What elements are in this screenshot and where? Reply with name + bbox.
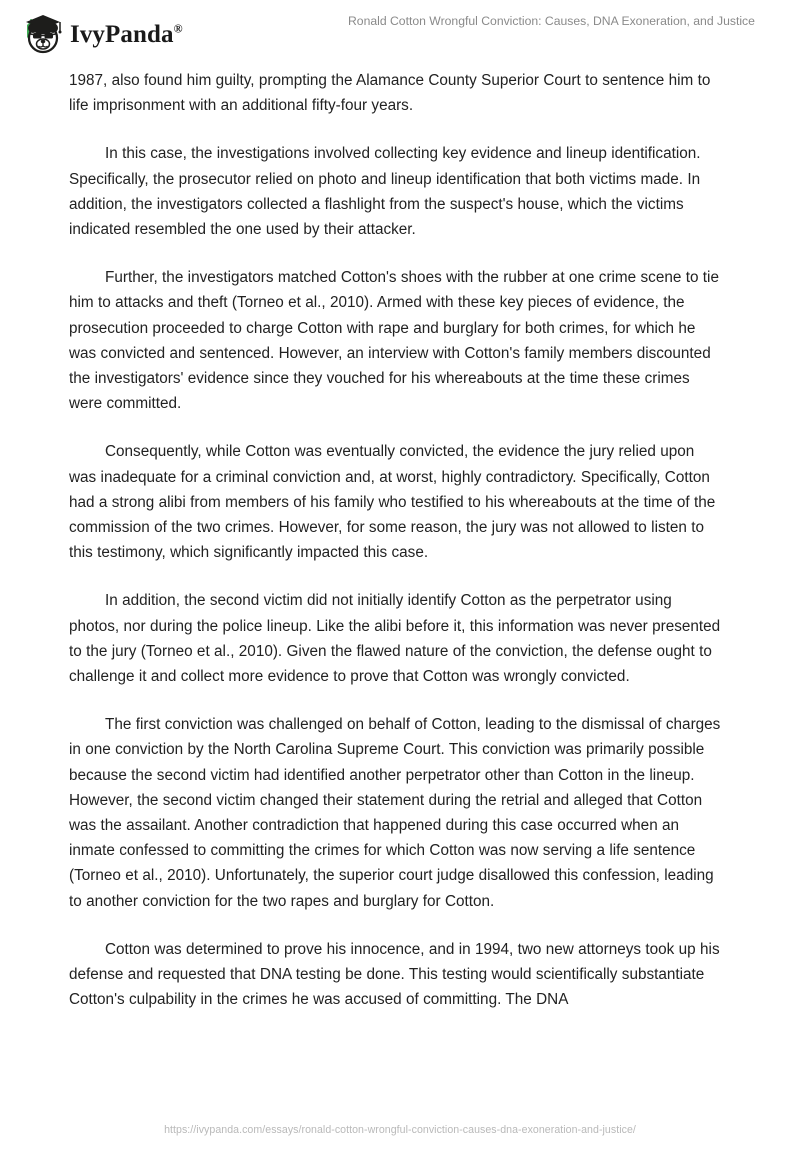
page-footer (0, 1120, 800, 1138)
paragraph: Cotton was determined to prove his innocence, and in 1994, two new attorneys took up his defense and requested that DNA testing be done. This testing would scientifically substantiate Cotton's culpability in the crimes he was accused of committing. The DNA (69, 940, 720, 1009)
registered-mark: ® (173, 21, 183, 36)
brand-logo-lockup[interactable] (14, 10, 183, 56)
paragraph: The first conviction was challenged on behalf of Cotton, leading to the dismissal of charges in one conviction by the North Carolina Supreme Court. This conviction was primarily possible because the second victim had identified another perpetrator other than Cotton in the lineup. However, the second victim changed their statement during the retrial and alleged that Cotton was the assailant. Another contradiction that happened during this case occurred when an inmate confessed to committing the crimes for which Cotton was now serving a life sentence (Torneo et al., 2010). Unfortunately, the superior court judge disallowed this confession, leading to another conviction for the two rapes and burglary for Cotton. (69, 716, 721, 910)
page-header (0, 0, 800, 62)
panda-graduate-logo-icon (14, 10, 66, 56)
paragraph: 1987, also found him guilty, prompting the Alamance County Superior Court to sentence him to life imprisonment with an additional fifty-four years. (69, 72, 711, 115)
brand-name-text: IvyPanda (70, 20, 174, 48)
paragraph: Consequently, while Cotton was eventually convicted, the evidence the jury relied upon was inadequate for a criminal conviction and, at worst, highly contradictory. Specifically, Cotton had a strong alibi from members of his family who testified to his whereabouts at the time of the commission of the two crimes. However, for some reason, the jury was not allowed to listen to this testimony, which significantly impacted this case. (69, 443, 716, 562)
paragraph: In addition, the second victim did not initially identify Cotton as the perpetrator using photos, nor during the police lineup. Like the alibi before it, this information was never presented to the jury (Torneo et al., 2010). Given the flawed nature of the conviction, the defense ought to challenge it and collect more evidence to prove that Cotton was wrongly convicted. (69, 592, 721, 686)
document-body (69, 68, 725, 1036)
source-url-link[interactable]: https://ivypanda.com/essays/ronald-cotton-wrongful-conviction-causes-dna-exoneration-and-justice/ (164, 1124, 636, 1136)
paragraph: In this case, the investigations involved collecting key evidence and lineup identification. Specifically, the prosecutor relied on photo and lineup identification that both victims made. In addition, the investigators collected a flashlight from the suspect's house, which the victims indicated resembled the one used by their attacker. (69, 145, 701, 239)
paragraph: Further, the investigators matched Cotton's shoes with the rubber at one crime scene to tie him to attacks and theft (Torneo et al., 2010). Armed with these key pieces of evidence, the prosecution proceeded to charge Cotton with rape and burglary for both crimes, for which he was convicted and sentenced. However, an interview with Cotton's family members discounted the investigators' evidence since they vouched for his whereabouts at the time these crimes were committed. (69, 269, 719, 413)
brand-wordmark (70, 22, 183, 47)
document-title: Ronald Cotton Wrongful Conviction: Causes, DNA Exoneration, and Justice (348, 14, 755, 28)
